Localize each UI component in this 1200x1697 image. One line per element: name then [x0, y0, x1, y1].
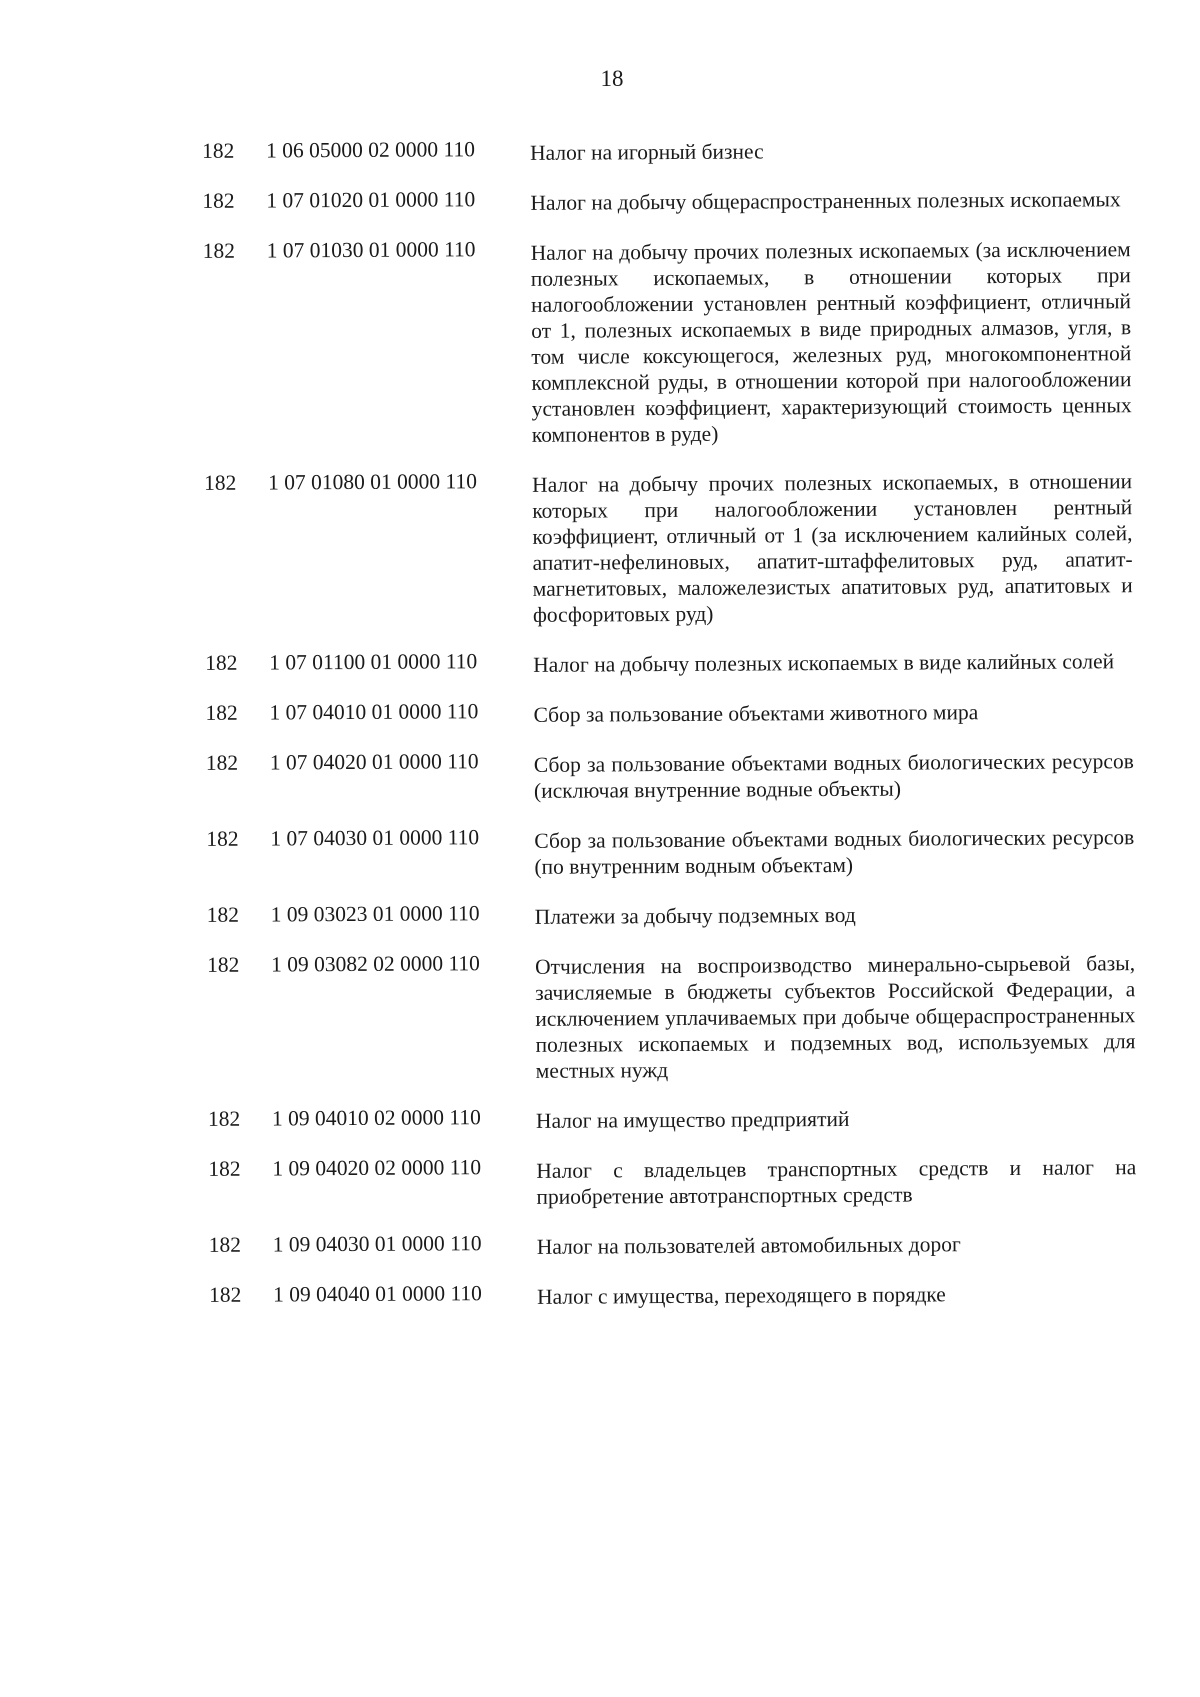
table-row [182, 464, 1133, 630]
table-row [180, 182, 1130, 218]
admin-code-cell: 182 [202, 238, 236, 263]
budget-code-cell: 1 09 03023 01 0000 110 [270, 901, 480, 927]
admin-code-cell: 182 [208, 1232, 242, 1257]
admin-code-cell: 182 [204, 470, 237, 495]
budget-code-cell: 1 07 01030 01 0000 110 [266, 237, 476, 263]
budget-code-cell: 1 07 04020 01 0000 110 [269, 749, 479, 775]
budget-code-cell: 1 07 01080 01 0000 110 [268, 469, 478, 495]
budget-code-cell: 1 09 03082 02 0000 110 [270, 951, 480, 977]
revenue-name-cell: Налог на имущество предприятий [535, 1106, 850, 1133]
budget-code-cell: 1 09 04010 02 0000 110 [271, 1105, 481, 1131]
page-number: 18 [600, 66, 624, 91]
table-row [183, 694, 1133, 730]
revenue-name-cell: Налог на пользователей автомобильных дорог [536, 1232, 961, 1259]
budget-code-cell: 1 09 04020 02 0000 110 [272, 1155, 482, 1181]
revenue-name-cell: Налог на добычу общераспространенных полезных ископаемых [530, 187, 1121, 215]
admin-code-cell: 182 [208, 1156, 241, 1181]
revenue-name-cell: Отчисления на воспроизводство минерально-сырьевой базы, зачисляемые в бюджеты субъектов Российской Федерации, а исключением уплачиваемых при добыче общераспространенных полезных ископаемых и подземных вод, используемых для местных нужд [534, 951, 1136, 1083]
admin-code-cell: 182 [202, 188, 235, 213]
table-row [184, 820, 1134, 882]
budget-code-cell: 1 07 04030 01 0000 110 [270, 825, 480, 851]
table-row [185, 896, 1135, 932]
revenue-name-cell: Налог на игорный бизнес [530, 139, 764, 165]
table-row [183, 644, 1133, 680]
admin-code-cell: 182 [205, 700, 238, 725]
revenue-name-cell: Платежи за добычу подземных вод [534, 902, 856, 929]
budget-code-cell: 1 09 04030 01 0000 110 [272, 1231, 482, 1257]
admin-code-cell: 182 [206, 826, 239, 851]
revenue-name-cell: Налог с владельцев транспортных средств и налог на приобретение автотранспортных средств [536, 1155, 1137, 1209]
table-row [180, 132, 1130, 168]
revenue-name-cell: Сбор за пользование объектами водных биологических ресурсов (по внутренним водным объектам) [534, 825, 1135, 879]
table-row [185, 946, 1136, 1086]
admin-code-cell: 182 [206, 952, 240, 977]
admin-code-cell: 182 [206, 902, 240, 927]
revenue-name-cell: Сбор за пользование объектами животного мира [533, 700, 979, 727]
admin-code-cell: 182 [205, 650, 238, 675]
budget-code-cell: 1 09 04040 01 0000 110 [272, 1281, 482, 1307]
table-row [187, 1276, 1137, 1312]
table-row [181, 232, 1132, 450]
revenue-name-cell: Сбор за пользование объектами водных биологических ресурсов (исключая внутренние водные объекты) [533, 749, 1134, 803]
revenue-code-table [180, 132, 1137, 1332]
admin-code-cell: 182 [208, 1282, 242, 1307]
budget-code-cell: 1 07 01100 01 0000 110 [269, 649, 478, 675]
revenue-name-cell: Налог с имущества, переходящего в порядке [537, 1282, 946, 1309]
revenue-name-cell: Налог на добычу прочих полезных ископаемых, в отношении которых при налогообложении установлен рентный коэффициент, отличный от 1 (за исключением калийных солей, апатит-нефелиновых, апатит-штаффелитовых руд, апатит-магнетитовых, маложелезистых апатитовых руд, апатитовых и фосфоритовых руд) [532, 469, 1133, 627]
revenue-name-cell: Налог на добычу полезных ископаемых в виде калийных солей [533, 649, 1115, 677]
admin-code-cell: 182 [207, 1106, 241, 1131]
admin-code-cell: 182 [205, 750, 239, 775]
table-row [184, 744, 1134, 806]
table-row [186, 1100, 1136, 1136]
budget-code-cell: 1 07 04010 01 0000 110 [269, 699, 479, 725]
budget-code-cell: 1 07 01020 01 0000 110 [266, 187, 476, 213]
admin-code-cell: 182 [202, 138, 235, 163]
budget-code-cell: 1 06 05000 02 0000 110 [266, 137, 475, 163]
revenue-name-cell: Налог на добычу прочих полезных ископаемых (за исключением полезных ископаемых, в отношении которых при налогообложении установлен рентный коэффициент, отличный от 1, полезных ископаемых в виде природных алмазов, угля, в том числе коксующегося, железных руд, многокомпонентной комплексной руды, в отношении которой при налогообложении установлен коэффициент, характеризующий стоимость ценных компонентов в руде) [530, 237, 1132, 447]
table-row [187, 1226, 1137, 1262]
table-row [186, 1150, 1136, 1212]
